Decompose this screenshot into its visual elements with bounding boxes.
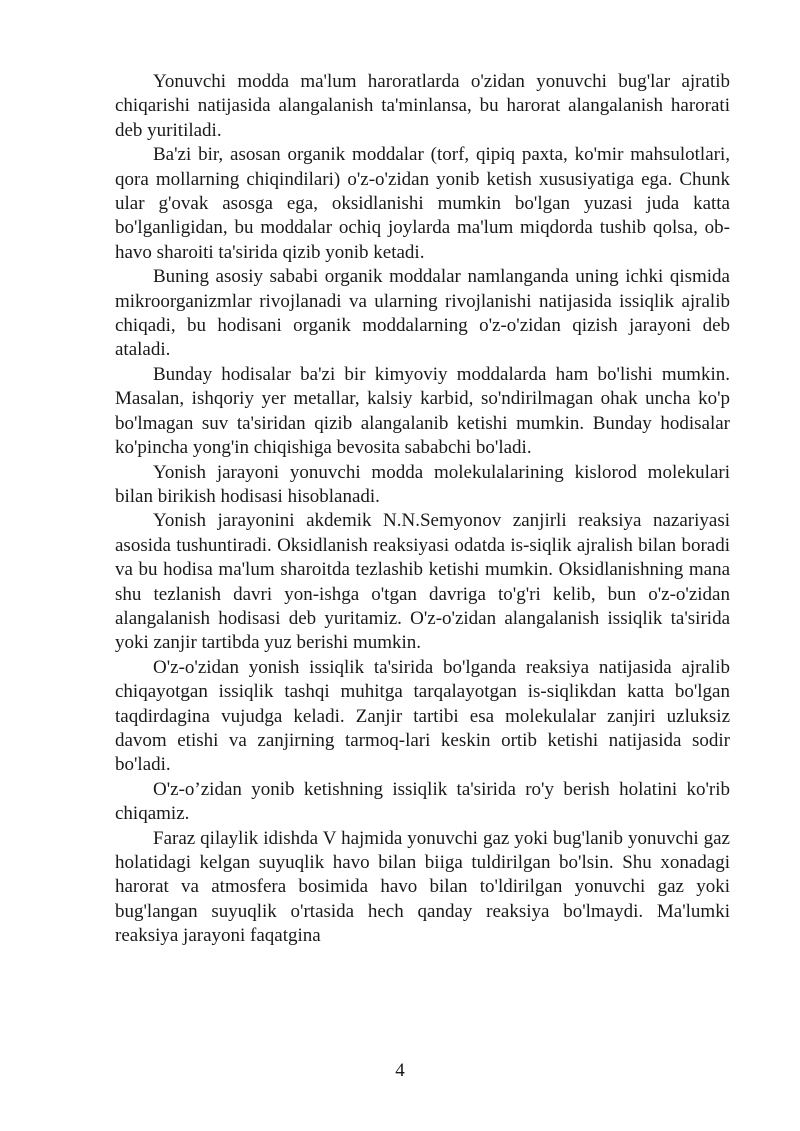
paragraph-semyonov-theory: Yonish jarayonini akdemik N.N.Semyonov zanjirli reaksiya nazariyasi asosida tushuntiradi. Oksidlanish reaksiyasi odatda is-siqlik ajralish bilan boradi va bu hodisa ma'lum sharoitda tezlashib ketishi mumkin. Oksidlanishning mana shu tezlanish davri yon-ishga o'tgan davriga to'g'ri kelib, bun o'z-o'zidan alangalanish hodisasi deb yuritamiz. O'z-o'zidan alangalanish issiqlik ta'sirida yoki zanjir tartibda yuz berishi mumkin. (115, 510, 730, 654)
page-number: 4 (395, 1060, 405, 1081)
paragraph-vessel-example: Faraz qilaylik idishda V hajmida yonuvchi gaz yoki bug'lanib yonuvchi gaz holatidagi kelgan suyuqlik havo bilan biiga tuldirilgan bo'lsin. Shu xonadagi harorat va atmosfera bosimida havo bilan to'ldirilgan yonuvchi gaz yoki bug'langan suyuqlik o'rtasida hech qanday reaksiya bo'lmaydi. Ma'lumki reaksiya jarayoni faqatgina (115, 827, 730, 947)
paragraph-consider-thermal: O'z-o’zidan yonib ketishning issiqlik ta'sirida ro'y berish holatini ko'rib chiqamiz. (115, 778, 730, 825)
paragraph-thermal-ignition: O'z-o'zidan yonish issiqlik ta'sirida bo'lganda reaksiya natijasida ajralib chiqayotgan issiqlik tashqi muhitga tarqalayotgan is-siqlikdan katta bo'lgan taqdirdagina vujudga keladi. Zanjir tartibi esa molekulalar zanjiri uzluksiz davom etishi va zanjirning tarmoq-lari keskin ortib ketishi natijasida sodir bo'ladi. (115, 656, 730, 776)
paragraph-combustion-definition: Yonish jarayoni yonuvchi modda molekulalarining kislorod molekulari bilan birikish hodisasi hisoblanadi. (115, 461, 730, 507)
paragraph-chemical-substances: Bunday hodisalar ba'zi bir kimyoviy moddalarda ham bo'lishi mumkin. Masalan, ishqoriy yer metallar, kalsiy karbid, so'ndirilmagan ohak uncha ko'p bo'lmagan suv ta'siridan qizib alangalanib ketishi mumkin. Bunday hodisalar ko'pincha yong'in chiqishiga bevosita sababchi bo'ladi. (115, 363, 730, 459)
paragraph-microorganisms: Buning asosiy sababi organik moddalar namlanganda uning ichki qismida mikroorganizmlar rivojlanadi va ularning rivojlanishi natijasida issiqlik ajralib chiqadi, bu hodisani organik moddalarning o'z-o'zidan qizish jarayoni deb ataladi. (115, 266, 730, 361)
paragraph-organic-self-ignition: Ba'zi bir, asosan organik moddalar (torf, qipiq paxta, ko'mir mahsulotlari, qora mollarning chiqindilari) o'z-o'zidan yonib ketish xususiyatiga ega. Chunk ular g'ovak asosga ega, oksidlanishi mumkin bo'lgan yuzasi juda katta bo'lganligidan, bu moddalar ochiq joylarda ma'lum miqdorda tushib qolsa, ob-havo sharoiti ta'sirida qizib yonib ketadi. (115, 144, 730, 263)
page-body (115, 70, 730, 949)
paragraph-ignition-temperature: Yonuvchi modda ma'lum haroratlarda o'zidan yonuvchi bug'lar ajratib chiqarishi natijasida alangalanish ta'minlansa, bu harorat alangalanish harorati deb yuritiladi. (115, 71, 730, 141)
